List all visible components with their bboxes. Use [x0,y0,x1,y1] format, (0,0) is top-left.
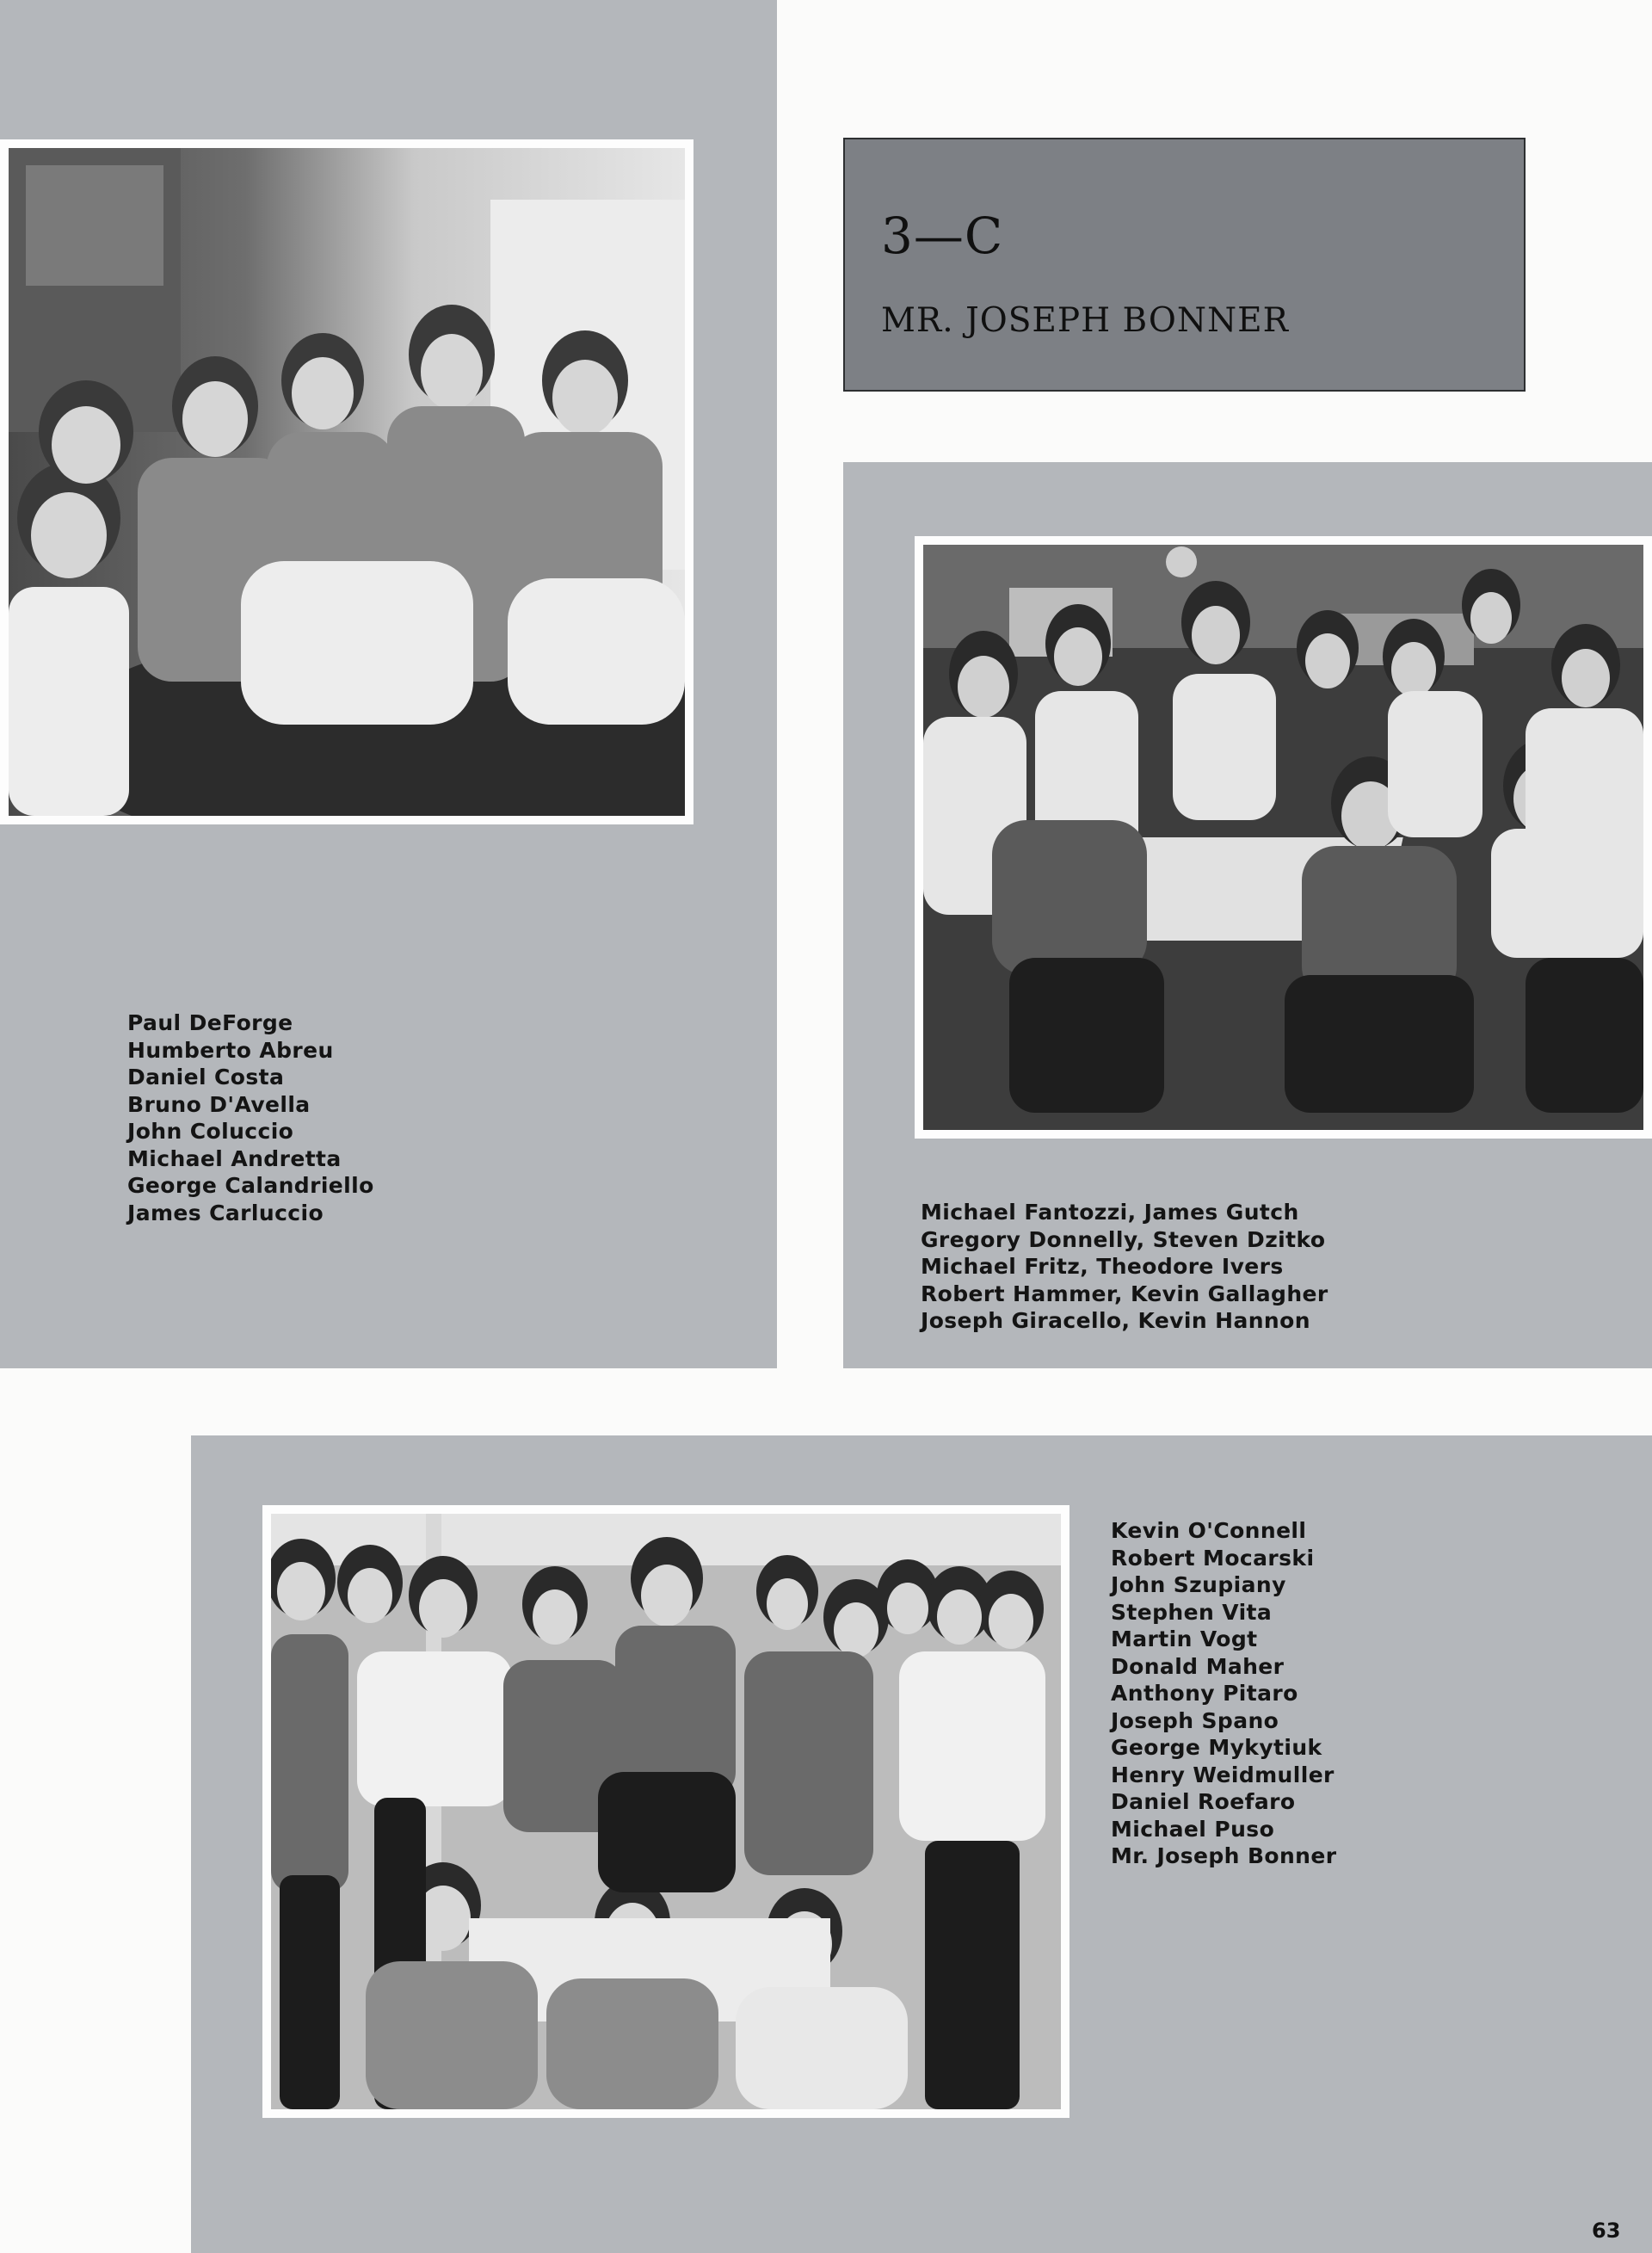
name-entry: Humberto Abreu [127,1037,334,1063]
name-entry: Michael Fritz, Theodore Ivers [921,1254,1284,1279]
name-entry: Michael Puso [1111,1816,1275,1842]
name-list-group-2 [921,1199,1328,1335]
name-entry: Paul DeForge [127,1010,293,1035]
name-entry: John Szupiany [1111,1572,1286,1597]
name-entry: Donald Maher [1111,1653,1285,1679]
name-entry: Robert Hammer, Kevin Gallagher [921,1281,1328,1306]
teacher-name: MR. JOSEPH BONNER [881,301,1289,340]
name-entry: James Carluccio [127,1200,324,1225]
name-entry: Michael Andretta [127,1145,342,1171]
name-entry: Henry Weidmuller [1111,1762,1335,1787]
class-code: 3—C [881,207,1004,265]
name-entry: Bruno D'Avella [127,1091,311,1117]
group-photo-2-image [923,545,1643,1130]
name-list-group-1 [127,1009,374,1226]
name-entry: Kevin O'Connell [1111,1518,1307,1543]
name-entry: Martin Vogt [1111,1626,1258,1651]
name-entry: Stephen Vita [1111,1599,1273,1625]
name-entry: Anthony Pitaro [1111,1681,1298,1706]
group-photo-3-image [271,1514,1061,2109]
name-entry: Robert Mocarski [1111,1545,1315,1571]
class-title-box [843,138,1526,392]
name-entry: George Mykytiuk [1111,1735,1322,1760]
name-entry: Joseph Giracello, Kevin Hannon [921,1308,1310,1333]
name-entry: Michael Fantozzi, James Gutch [921,1200,1299,1225]
name-entry: Gregory Donnelly, Steven Dzitko [921,1226,1326,1252]
name-entry: John Coluccio [127,1119,294,1144]
name-entry: Daniel Roefaro [1111,1789,1296,1814]
name-entry: George Calandriello [127,1173,374,1198]
group-photo-1 [0,139,693,824]
name-entry: Joseph Spano [1111,1707,1279,1733]
group-photo-1-image [9,148,685,816]
name-list-group-3 [1111,1517,1336,1870]
page-number: 63 [1592,2219,1621,2243]
group-photo-3 [262,1505,1069,2118]
name-entry: Mr. Joseph Bonner [1111,1843,1337,1868]
name-entry: Daniel Costa [127,1065,285,1089]
group-photo-2 [915,536,1652,1139]
